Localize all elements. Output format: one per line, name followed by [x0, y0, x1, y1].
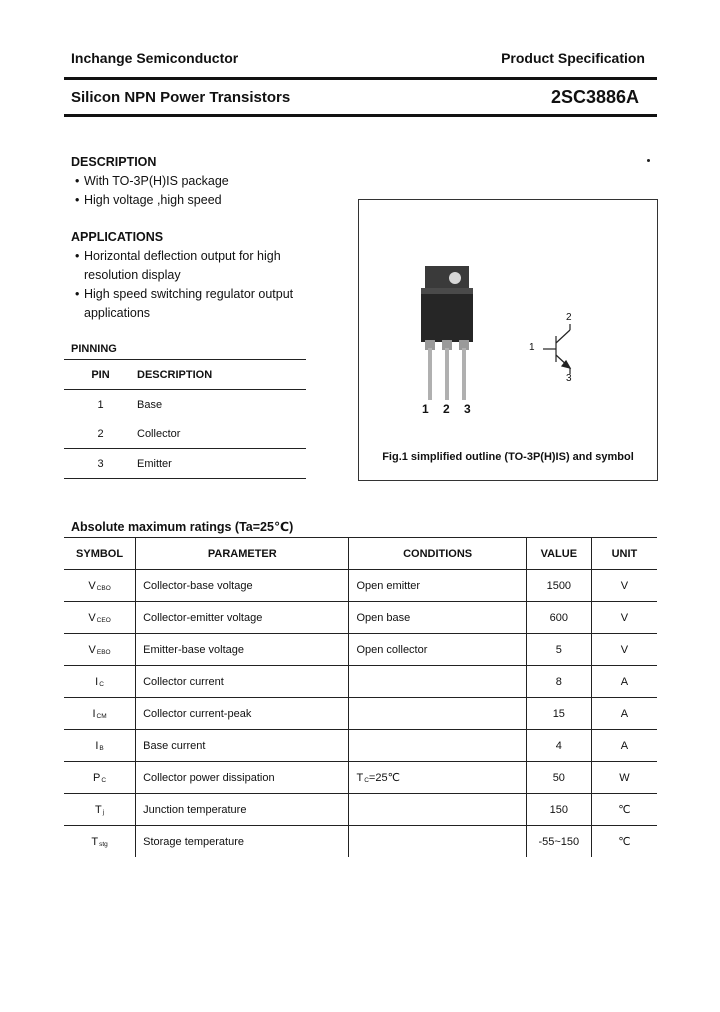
pin-column-header: PIN: [64, 360, 137, 390]
symbol-cell: IC: [64, 666, 136, 698]
unit-cell: W: [591, 762, 657, 794]
value-cell: 50: [526, 762, 591, 794]
lead-3: [462, 348, 466, 400]
table-row: [64, 826, 657, 858]
table-row: [64, 634, 657, 666]
value-cell: 4: [526, 730, 591, 762]
parameter-cell: Junction temperature: [136, 794, 349, 826]
header-rule: [64, 77, 657, 80]
conditions-cell: Open collector: [349, 634, 526, 666]
package-body: [421, 288, 473, 342]
lead-2: [445, 348, 449, 400]
symbol-cell: PC: [64, 762, 136, 794]
value-cell: -55~150: [526, 826, 591, 858]
conditions-cell: [349, 826, 526, 858]
conditions-cell: [349, 666, 526, 698]
parameter-cell: Collector-emitter voltage: [136, 602, 349, 634]
symbol-emitter-label: 3: [566, 373, 572, 384]
unit-cell: A: [591, 730, 657, 762]
title-rule: [64, 114, 657, 117]
symbol-cell: VCBO: [64, 570, 136, 602]
unit-cell: ℃: [591, 794, 657, 826]
table-row: [64, 698, 657, 730]
conditions-cell: [349, 698, 526, 730]
table-row: [64, 602, 657, 634]
parameter-cell: Collector current: [136, 666, 349, 698]
ratings-heading: Absolute maximum ratings (Ta=25℃): [71, 520, 294, 534]
product-line: Silicon NPN Power Transistors: [71, 89, 291, 106]
applications-item: • High speed switching regulator output applications: [75, 287, 294, 320]
ratings-table: [64, 537, 657, 857]
dot-mark: [647, 159, 650, 162]
figure-caption: Fig.1 simplified outline (TO-3P(H)IS) and symbol: [382, 451, 634, 463]
conditions-cell: TC=25℃: [349, 762, 526, 794]
table-row: [64, 730, 657, 762]
pinning-heading: PINNING: [71, 343, 117, 355]
unit-cell: ℃: [591, 826, 657, 858]
pin-label-3: 3: [464, 402, 471, 416]
value-cell: 150: [526, 794, 591, 826]
pin-label-1: 1: [422, 402, 429, 416]
symbol-collector-label: 2: [566, 312, 572, 323]
table-row: [64, 666, 657, 698]
table-row: 3 Emitter: [64, 449, 306, 479]
part-number: 2SC3886A: [550, 87, 639, 107]
symbol-cell: VCEO: [64, 602, 136, 634]
document-type: Product Specification: [501, 50, 645, 66]
unit-cell: A: [591, 698, 657, 730]
package-outline-image: [359, 200, 657, 445]
symbol-cell: VEBO: [64, 634, 136, 666]
table-row: 1 Base: [64, 390, 306, 420]
parameter-cell: Storage temperature: [136, 826, 349, 858]
symbol-cell: IB: [64, 730, 136, 762]
table-row: [64, 794, 657, 826]
description-item: • High voltage ,high speed: [75, 193, 222, 207]
table-row: [64, 570, 657, 602]
parameter-cell: Base current: [136, 730, 349, 762]
conditions-cell: Open emitter: [349, 570, 526, 602]
value-cell: 1500: [526, 570, 591, 602]
unit-cell: V: [591, 570, 657, 602]
lead-1: [428, 348, 432, 400]
value-cell: 5: [526, 634, 591, 666]
figure-box: [358, 199, 658, 481]
symbol-cell: Tstg: [64, 826, 136, 858]
description-column-header: DESCRIPTION: [137, 360, 306, 390]
value-cell: 15: [526, 698, 591, 730]
table-header-row: SYMBOL PARAMETER CONDITIONS VALUE UNIT: [64, 538, 657, 570]
description-heading: DESCRIPTION: [71, 155, 157, 169]
pin-label-2: 2: [443, 402, 450, 416]
unit-cell: V: [591, 634, 657, 666]
parameter-cell: Emitter-base voltage: [136, 634, 349, 666]
parameter-cell: Collector current-peak: [136, 698, 349, 730]
symbol-cell: ICM: [64, 698, 136, 730]
conditions-cell: Open base: [349, 602, 526, 634]
mounting-hole: [449, 272, 461, 284]
conditions-cell: [349, 730, 526, 762]
value-cell: 600: [526, 602, 591, 634]
package-tab: [425, 266, 469, 290]
symbol-cell: Tj: [64, 794, 136, 826]
parameter-cell: Collector power dissipation: [136, 762, 349, 794]
parameter-cell: Collector-base voltage: [136, 570, 349, 602]
applications-heading: APPLICATIONS: [71, 230, 164, 244]
description-item: • With TO-3P(H)IS package: [75, 174, 229, 188]
conditions-cell: [349, 794, 526, 826]
unit-cell: V: [591, 602, 657, 634]
table-row: 2 Collector: [97, 427, 181, 440]
value-cell: 8: [526, 666, 591, 698]
applications-item: • Horizontal deflection output for high resolution display: [75, 249, 281, 282]
npn-transistor-symbol: [543, 324, 570, 374]
company-name: Inchange Semiconductor: [71, 50, 239, 66]
symbol-base-label: 1: [529, 342, 535, 353]
unit-cell: A: [591, 666, 657, 698]
pinning-table: [64, 359, 306, 479]
table-row: [64, 762, 657, 794]
